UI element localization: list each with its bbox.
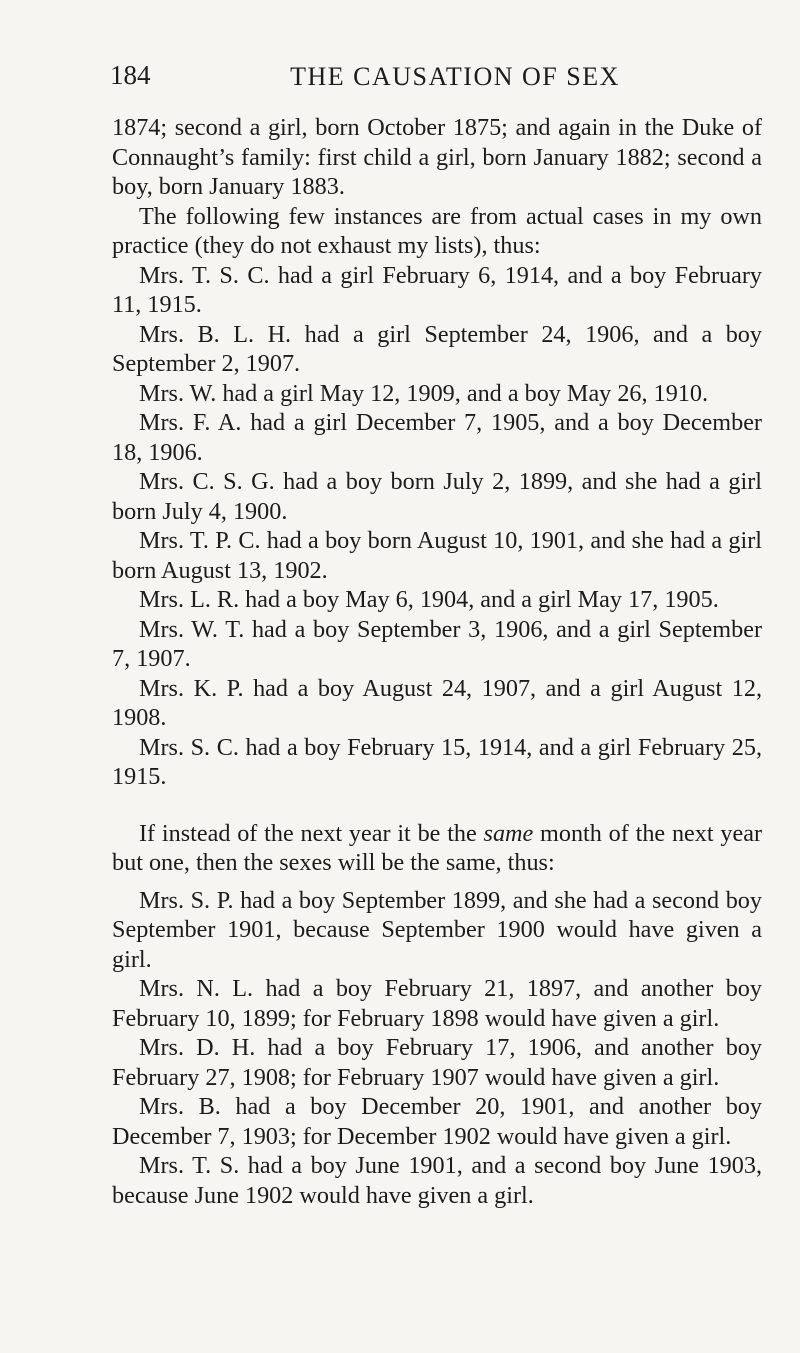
case-paragraph: Mrs. C. S. G. had a boy born July 2, 1899, and she had a girl born July 4, 1900. — [112, 468, 762, 525]
case-paragraph: Mrs. T. S. C. had a girl February 6, 1914, and a boy February 11, 1915. — [112, 261, 762, 318]
intro-paragraph: The following few instances are from actual cases in my own practice (they do not exhaust my lists), thus: — [112, 202, 762, 259]
page-header — [110, 60, 760, 100]
case-paragraph: Mrs. W. had a girl May 12, 1909, and a boy May 26, 1910. — [139, 379, 709, 407]
page-body — [112, 113, 762, 1210]
case-paragraph: Mrs. W. T. had a boy September 3, 1906, and a girl September 7, 1907. — [112, 615, 762, 672]
page-number: 184 — [110, 60, 151, 90]
second-rule-text-after: month of the next year but one, then the sexes will be the same, thus: — [112, 819, 763, 876]
running-head: THE CAUSATION OF SEX — [290, 62, 620, 91]
second-rule-emphasis: same — [483, 819, 534, 847]
continuation-paragraph: 1874; second a girl, born October 1875; and again in the Duke of Connaught’s family: first child a girl, born January 1882; second a boy, born January 1883. — [112, 114, 762, 200]
case-paragraph: Mrs. F. A. had a girl December 7, 1905, and a boy December 18, 1906. — [112, 409, 762, 466]
case-paragraph: Mrs. D. H. had a boy February 17, 1906, and another boy February 27, 1908; for February 1907 would have given a girl. — [112, 1034, 762, 1091]
case-paragraph: Mrs. K. P. had a boy August 24, 1907, and a girl August 12, 1908. — [112, 674, 762, 731]
case-paragraph: Mrs. S. C. had a boy February 15, 1914, and a girl February 25, 1915. — [112, 733, 762, 790]
case-paragraph: Mrs. L. R. had a boy May 6, 1904, and a girl May 17, 1905. — [139, 586, 719, 613]
case-paragraph: Mrs. N. L. had a boy February 21, 1897, and another boy February 10, 1899; for February 1898 would have given a girl. — [112, 975, 762, 1032]
case-paragraph: Mrs. S. P. had a boy September 1899, and she had a second boy September 1901, because September 1900 would have given a girl. — [112, 886, 762, 973]
second-rule-paragraph — [112, 819, 762, 878]
case-paragraph: Mrs. T. S. had a boy June 1901, and a second boy June 1903, because June 1902 would have given a girl. — [112, 1152, 762, 1209]
case-paragraph: Mrs. B. L. H. had a girl September 24, 1906, and a boy September 2, 1907. — [112, 320, 762, 377]
case-paragraph: Mrs. T. P. C. had a boy born August 10, 1901, and she had a girl born August 13, 1902. — [112, 527, 762, 584]
case-paragraph: Mrs. B. had a boy December 20, 1901, and another boy December 7, 1903; for December 1902 would have given a girl. — [112, 1093, 762, 1150]
second-rule-text-before: If instead of the next year it be the — [139, 819, 484, 847]
